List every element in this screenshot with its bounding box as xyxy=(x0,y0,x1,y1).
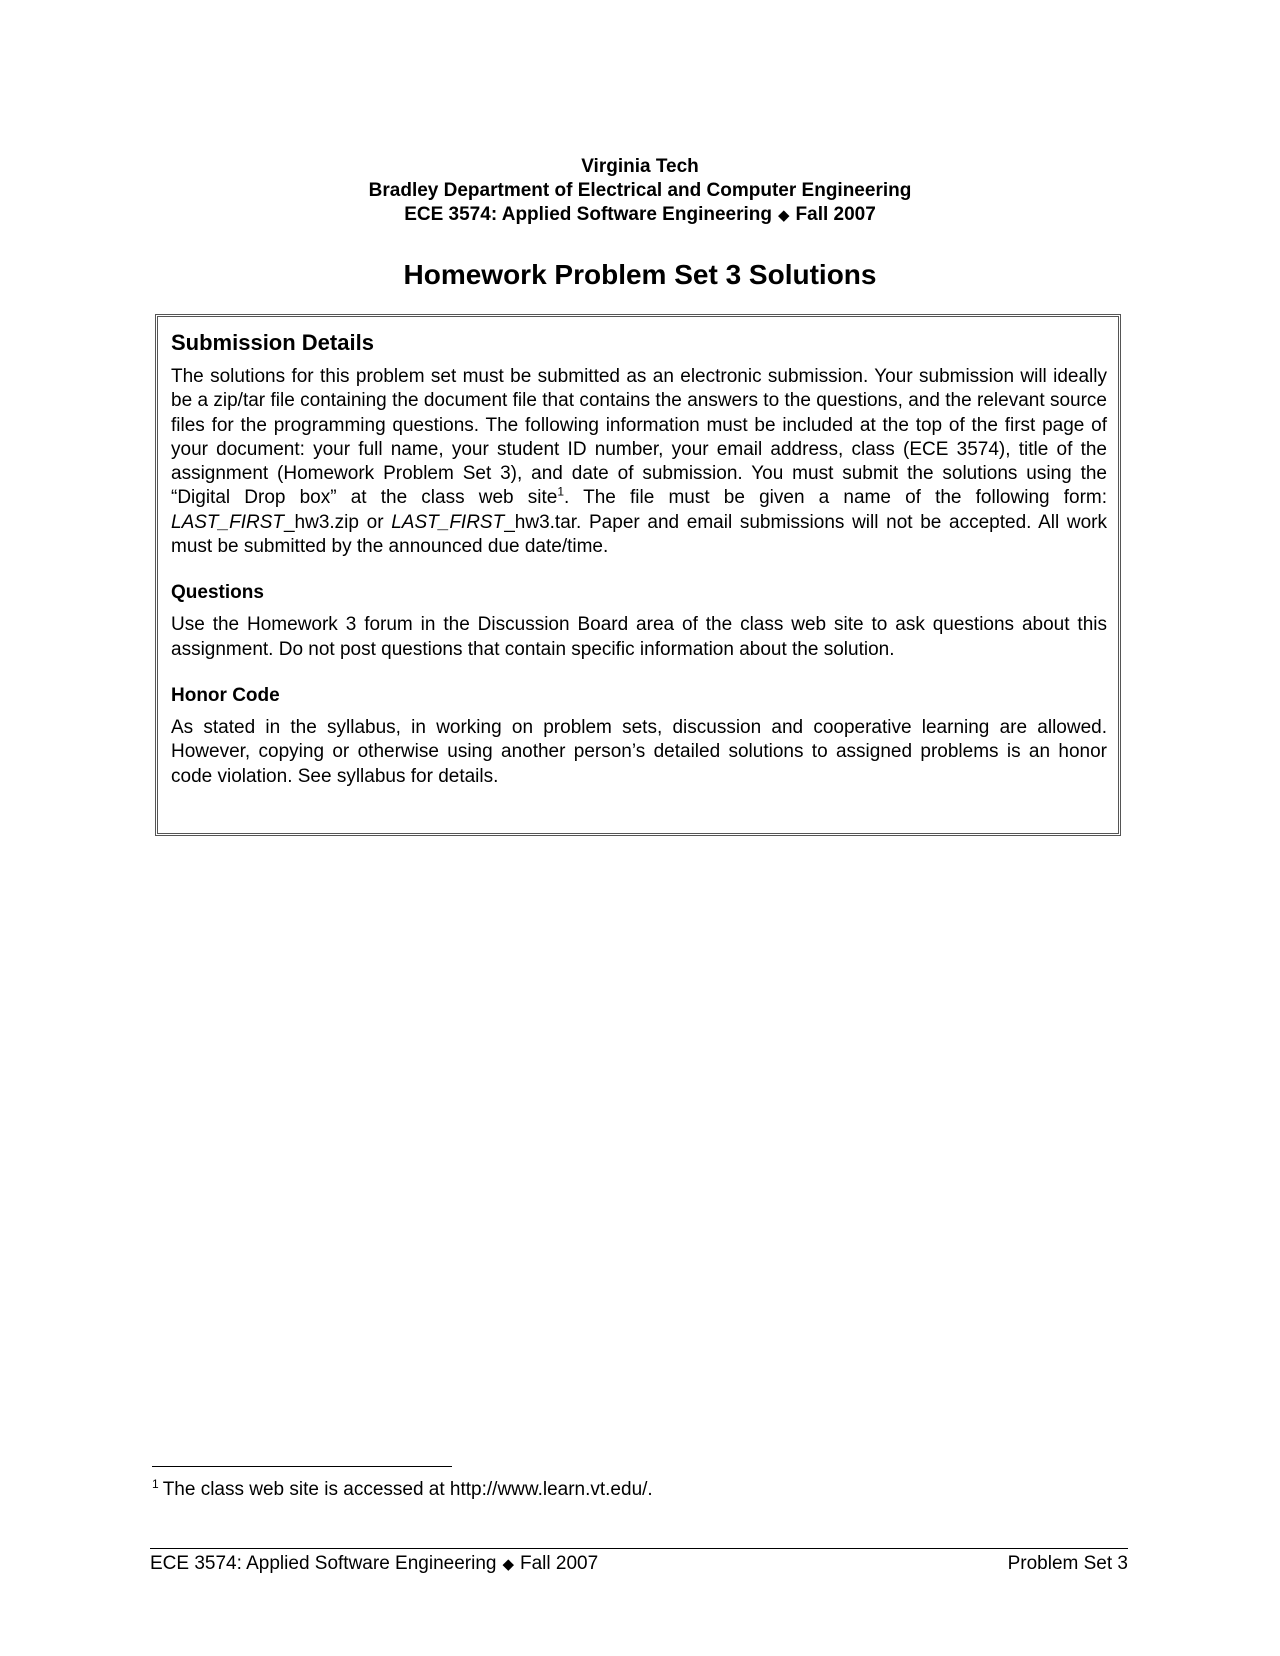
page-title: Homework Problem Set 3 Solutions xyxy=(403,259,877,290)
course-name: ECE 3574: Applied Software Engineering xyxy=(404,204,772,225)
department-name: Bradley Department of Electrical and Computer Engineering xyxy=(368,180,912,201)
course-line xyxy=(0,203,1280,228)
term-name: Fall 2007 xyxy=(795,204,876,225)
footnote-divider xyxy=(152,1466,452,1467)
footer-divider xyxy=(150,1548,1128,1549)
footer-page-label: Problem Set 3 xyxy=(1007,1553,1128,1574)
filename-pattern: LAST_FIRST xyxy=(391,511,505,533)
questions-heading: Questions xyxy=(171,582,264,604)
footnote xyxy=(152,1478,653,1502)
footer-course: ECE 3574: Applied Software Engineering ◆ Fall 2007 xyxy=(150,1553,599,1574)
footnote-mark: 1 xyxy=(152,1476,159,1491)
submission-details-text: The solutions for this problem set must be submitted as an electronic submission. Your submission will ideally be a zip/tar file containing the document file that contains the answers to the questions, and the relevant source files for the programming questions. The following information must be included at the top of the first page of your document: your full name, your student ID number, your email address, class (ECE 3574), title of the assignment (Homework Problem Set 3), and date of submission. You must submit the solutions using the “Digital Drop box” at the class web site$^1$. The file must be given a name of the following form: LAST_FIRST_hw3.zip or LAST_FIRST_hw3.tar. Paper and email submissions will not be accepted. All work must be submitted by the announced due date/time. xyxy=(171,366,1108,558)
honor-code-heading: Honor Code xyxy=(171,684,280,706)
questions-text: Use the Homework 3 forum in the Discussion Board area of the class web site to ask questions about this assignment. Do not post questions that contain specific information about the solution. xyxy=(171,614,1107,660)
honor-code-text: As stated in the syllabus, in working on problem sets, discussion and cooperative learning are allowed. However, copying or otherwise using another person’s detailed solutions to assigned problems is an honor code violation. See syllabus for details. xyxy=(171,716,1107,787)
footnote-reference: 1 xyxy=(557,485,565,500)
university-name: Virginia Tech xyxy=(581,156,699,177)
document-header xyxy=(0,155,1280,228)
filename-pattern: LAST_FIRST xyxy=(171,511,284,533)
diamond-separator-icon: ◆ xyxy=(777,207,790,224)
footnote-text: The class web site is accessed at http://www.learn.vt.edu/. xyxy=(162,1479,653,1500)
submission-details-heading: Submission Details xyxy=(171,330,374,355)
instructions-box xyxy=(155,314,1121,836)
instructions-content xyxy=(171,329,1107,789)
diamond-separator-icon: ◆ xyxy=(502,1556,514,1573)
